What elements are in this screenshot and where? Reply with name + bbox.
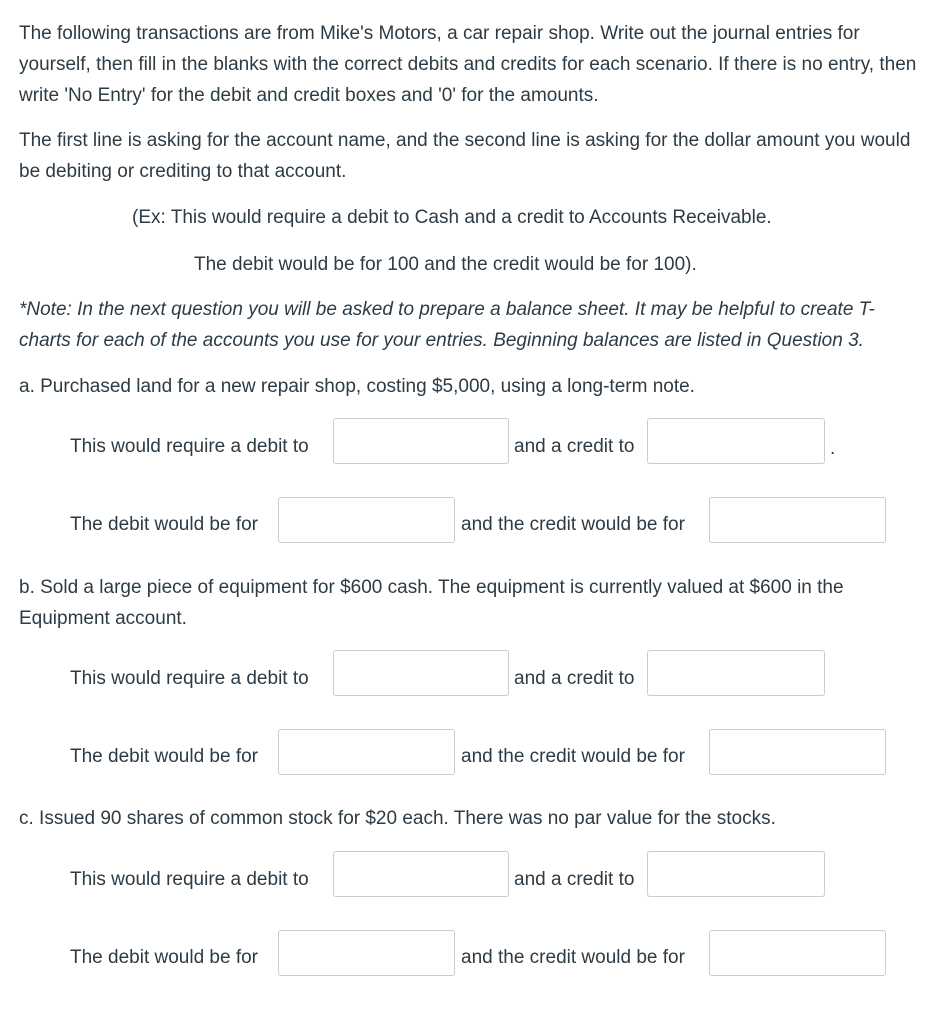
question-a-prompt: a. Purchased land for a new repair shop, costing $5,000, using a long-term note. <box>19 376 695 397</box>
question-b-debit-for-label: The debit would be for <box>70 746 259 767</box>
question-c-credit-amount-input[interactable] <box>709 930 886 976</box>
question-c-debit-account-input[interactable] <box>333 851 509 897</box>
question-c-debit-to-label: This would require a debit to <box>70 869 309 890</box>
question-c-debit-for-label: The debit would be for <box>70 947 259 968</box>
question-b-debit-amount-input[interactable] <box>278 729 455 775</box>
question-c-debit-amount-input[interactable] <box>278 930 455 976</box>
question-b-credit-amount-input[interactable] <box>709 729 886 775</box>
question-c-prompt: c. Issued 90 shares of common stock for $20 each. There was no par value for the stocks. <box>19 808 776 829</box>
question-a-credit-account-input[interactable] <box>647 418 825 464</box>
question-b-credit-to-label: and a credit to <box>514 668 635 689</box>
note-paragraph: *Note: In the next question you will be asked to prepare a balance sheet. It may be helpful to create T-charts for each of the accounts you use for your entries. Beginning balances are listed in Question 3. <box>19 299 875 351</box>
question-a-credit-amount-input[interactable] <box>709 497 886 543</box>
question-a-credit-for-label: and the credit would be for <box>461 514 685 535</box>
question-c-credit-to-label: and a credit to <box>514 869 635 890</box>
question-a-debit-amount-input[interactable] <box>278 497 455 543</box>
question-b-debit-account-input[interactable] <box>333 650 509 696</box>
question-a-credit-to-label: and a credit to <box>514 436 635 457</box>
question-b-credit-for-label: and the credit would be for <box>461 746 685 767</box>
question-c-credit-for-label: and the credit would be for <box>461 947 685 968</box>
question-a-period: . <box>830 438 836 459</box>
example-line-1: (Ex: This would require a debit to Cash and a credit to Accounts Receivable. <box>132 207 772 228</box>
question-a-debit-for-label: The debit would be for <box>70 514 259 535</box>
question-a-debit-account-input[interactable] <box>333 418 509 464</box>
question-c-credit-account-input[interactable] <box>647 851 825 897</box>
question-a-debit-to-label: This would require a debit to <box>70 436 309 457</box>
instructions-explanation: The first line is asking for the account name, and the second line is asking for the dollar amount you would be debiting or crediting to that account. <box>19 130 911 182</box>
instructions-paragraph: The following transactions are from Mike's Motors, a car repair shop. Write out the journal entries for yourself, then fill in the blanks with the correct debits and credits for each scenario. If there is no entry, then write 'No Entry' for the debit and credit boxes and '0' for the amounts. <box>19 23 917 106</box>
question-b-credit-account-input[interactable] <box>647 650 825 696</box>
question-b-debit-to-label: This would require a debit to <box>70 668 309 689</box>
example-line-2: The debit would be for 100 and the credit would be for 100). <box>194 254 697 275</box>
question-b-prompt: b. Sold a large piece of equipment for $600 cash. The equipment is currently valued at $600 in the Equipment account. <box>19 577 844 629</box>
